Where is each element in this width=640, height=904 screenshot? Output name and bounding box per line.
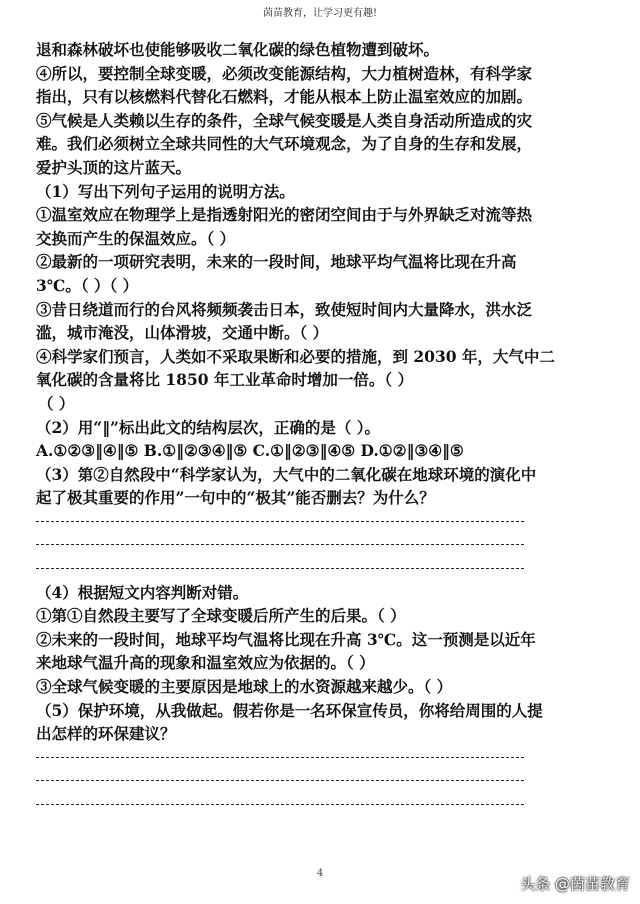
question-2-title: （2）用“‖”标出此文的结构层次，正确的是（ ）。	[36, 417, 381, 437]
document-body	[36, 38, 616, 817]
text-line: ①第①自然段主要写了全球变暖后所产生的后果。（ ）	[36, 606, 406, 626]
text-line: 来地球气温升高的现象和温室效应为依据的。（ ）	[36, 653, 375, 673]
text-line: 爱护头顶的这片蓝天。	[36, 157, 192, 177]
question-2-options: A.①②③‖④‖⑤ B.①‖②③④‖⑤ C.①‖②③‖④⑤ D.①②‖③④‖⑤	[36, 441, 464, 461]
text-line: ⑤气候是人类赖以生存的条件，全球气候变暖是人类自身活动所造成的灾	[36, 110, 533, 130]
text-line: 交换而产生的保温效应。（ ）	[36, 228, 236, 248]
text-line: 起了极其重要的作用”一句中的“极其”能否删去？为什么？	[36, 488, 435, 508]
text-line: ③昔日绕道而行的台风将频频袭击日本，致使短时间内大量降水，洪水泛	[36, 299, 533, 319]
answer-line[interactable]	[36, 510, 616, 534]
text-line: 指出，只有以核燃料代替化石燃料，才能从根本上防止温室效应的加剧。	[36, 87, 533, 107]
question-4-title: （4）根据短文内容判断对错。	[36, 582, 249, 602]
text-line: ②最新的一项研究表明，未来的一段时间，地球平均气温将比现在升高	[36, 252, 517, 272]
answer-line[interactable]	[36, 793, 616, 817]
question-3-title: （3）第②自然段中“科学家认为，大气中的二氧化碳在地球环境的演化中	[36, 464, 537, 484]
text-line: 出怎样的环保建议？	[36, 724, 176, 744]
page-header: 茵苗教育，让学习更有趣!	[262, 8, 378, 19]
watermark: 头条 @茵苗教育	[520, 875, 630, 893]
text-line: ④所以，要控制全球变暖，必须改变能源结构，大力植树造林，有科学家	[36, 63, 533, 83]
answer-line[interactable]	[36, 557, 616, 581]
text-line: ④科学家们预言，人类如不采取果断和必要的措施，到 2030 年，大气中二	[36, 346, 555, 366]
answer-line[interactable]	[36, 769, 616, 793]
text-line: 退和森林破坏也使能够吸收二氧化碳的绿色植物遭到破坏。	[36, 40, 440, 59]
text-line: （ ）	[38, 393, 75, 413]
answer-line[interactable]	[36, 746, 616, 770]
text-line: 氧化碳的含量将比 1850 年工业革命时增加一倍。（ ）	[36, 370, 414, 390]
answer-line[interactable]	[36, 533, 616, 557]
text-line: 难。我们必须树立全球共同性的大气环境观念，为了自身的生存和发展，	[36, 134, 533, 154]
text-line: 滥，城市淹没，山体滑坡，交通中断。（ ）	[36, 323, 329, 343]
text-line: ①温室效应在物理学上是指透射阳光的密闭空间由于与外界缺乏对流等热	[36, 205, 533, 225]
text-line: ③全球气候变暖的主要原因是地球上的水资源越来越少。（ ）	[36, 677, 453, 697]
text-line: ②未来的一段时间，地球平均气温将比现在升高 3℃。这一预测是以近年	[36, 629, 536, 649]
page-number: 4	[316, 868, 324, 879]
text-line: 3℃。（ ）（ ）	[36, 275, 139, 295]
question-5-title: （5）保护环境，从我做起。假若你是一名环保宣传员，你将给周围的人提	[36, 700, 543, 720]
question-1-title: （1）写出下列句子运用的说明方法。	[36, 181, 295, 201]
